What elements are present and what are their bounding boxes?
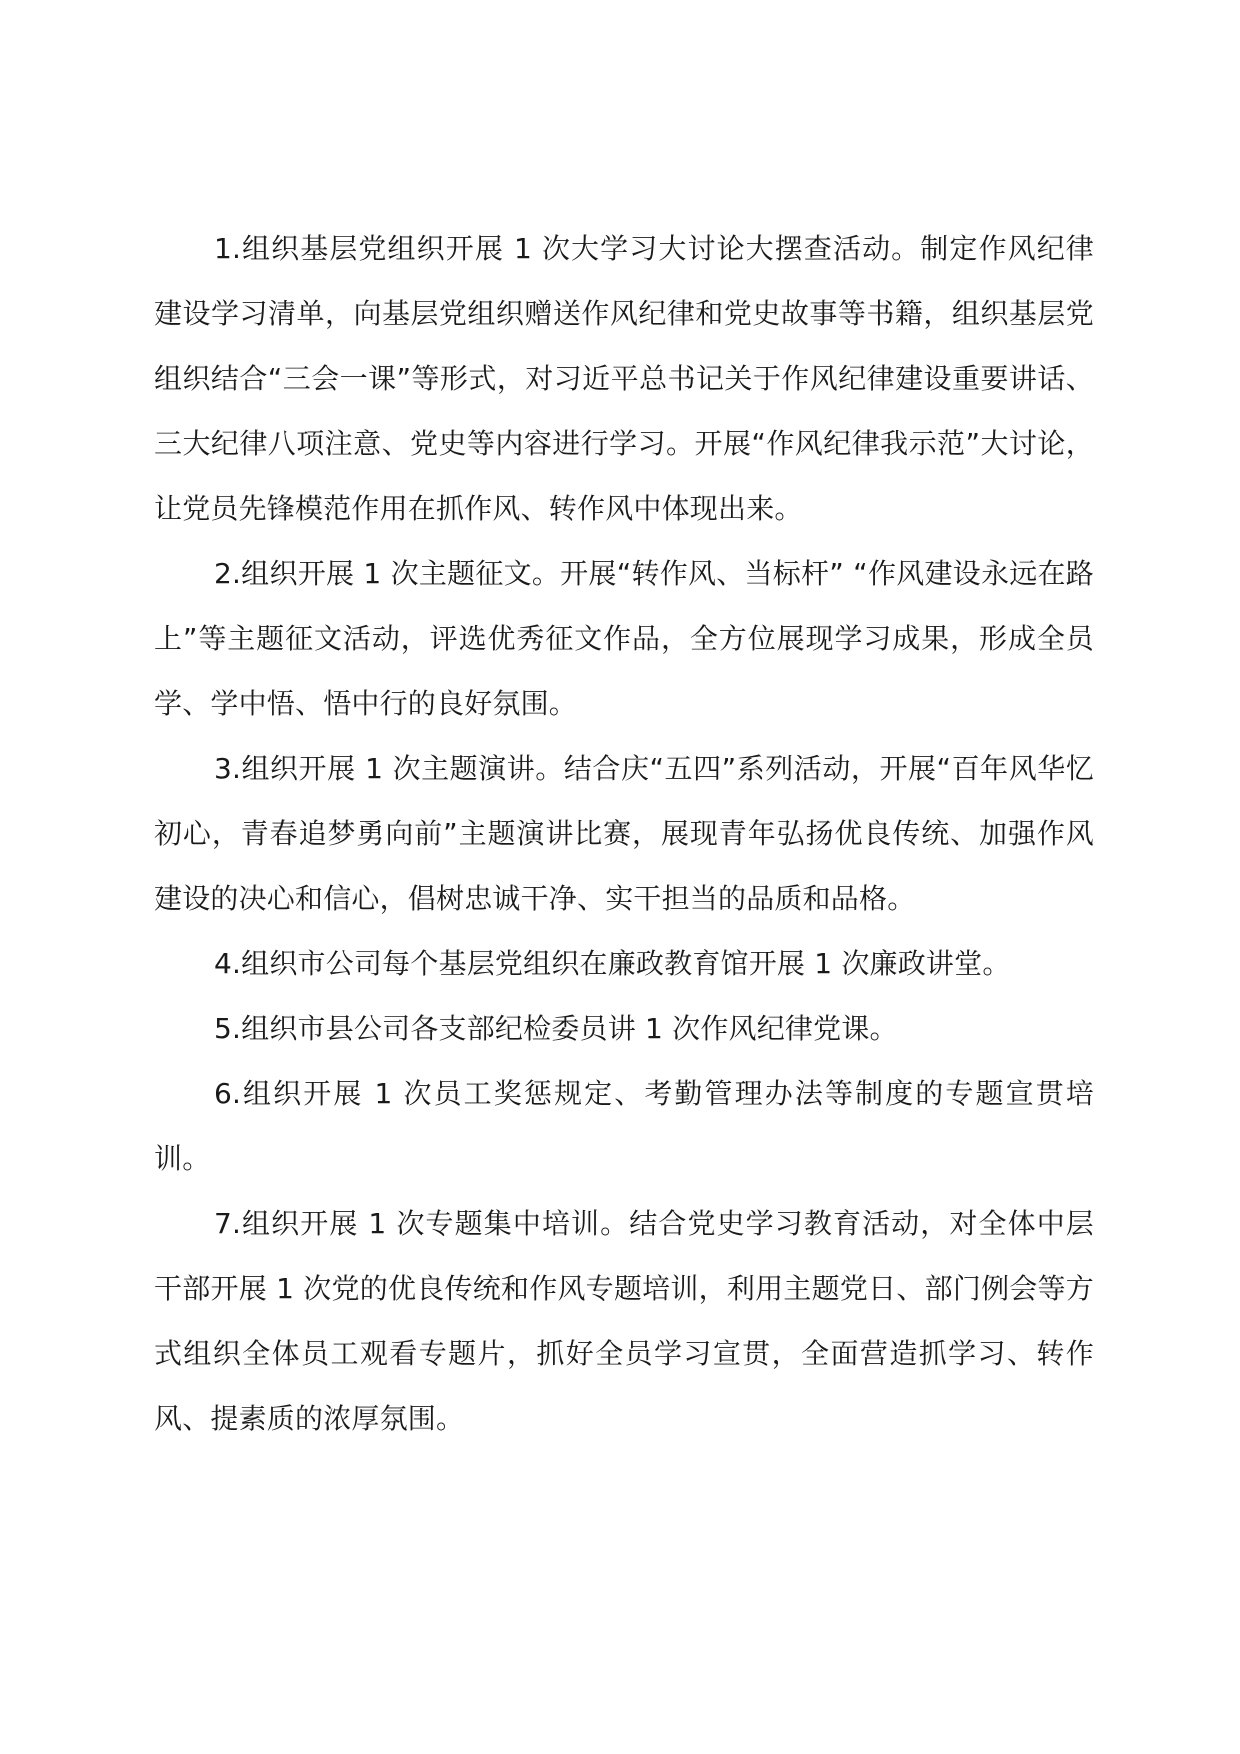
paragraph-item-1: 1.组织基层党组织开展 1 次大学习大讨论大摆查活动。制定作风纪律建设学习清单，向基层党组织赠送作风纪律和党史故事等书籍，组织基层党组织结合“三会一课”等形式，对习近平总书记关于作风纪律建设重要讲话、三大纪律八项注意、党史等内容进行学习。开展“作风纪律我示范”大讨论，让党员先锋模范作用在抓作风、转作风中体现出来。 xyxy=(154,232,1094,525)
paragraph-item-5: 5.组织市县公司各支部纪检委员讲 1 次作风纪律党课。 xyxy=(214,1012,898,1045)
document-body xyxy=(154,216,1094,1451)
paragraph-item-2: 2.组织开展 1 次主题征文。开展“转作风、当标杆” “作风建设永远在路上”等主题征文活动，评选优秀征文作品，全方位展现学习成果，形成全员学、学中悟、悟中行的良好氛围。 xyxy=(154,557,1094,720)
paragraph-item-4: 4.组织市公司每个基层党组织在廉政教育馆开展 1 次廉政讲堂。 xyxy=(214,947,1011,980)
paragraph-item-7: 7.组织开展 1 次专题集中培训。结合党史学习教育活动，对全体中层干部开展 1 次党的优良传统和作风专题培训，利用主题党日、部门例会等方式组织全体员工观看专题片，抓好全员学习宣贯，全面营造抓学习、转作风、提素质的浓厚氛围。 xyxy=(154,1207,1094,1435)
paragraph-item-3: 3.组织开展 1 次主题演讲。结合庆“五四”系列活动，开展“百年风华忆初心，青春追梦勇向前”主题演讲比赛，展现青年弘扬优良传统、加强作风建设的决心和信心，倡树忠诚干净、实干担当的品质和品格。 xyxy=(154,752,1094,915)
paragraph-item-6: 6.组织开展 1 次员工奖惩规定、考勤管理办法等制度的专题宣贯培训。 xyxy=(154,1077,1094,1175)
